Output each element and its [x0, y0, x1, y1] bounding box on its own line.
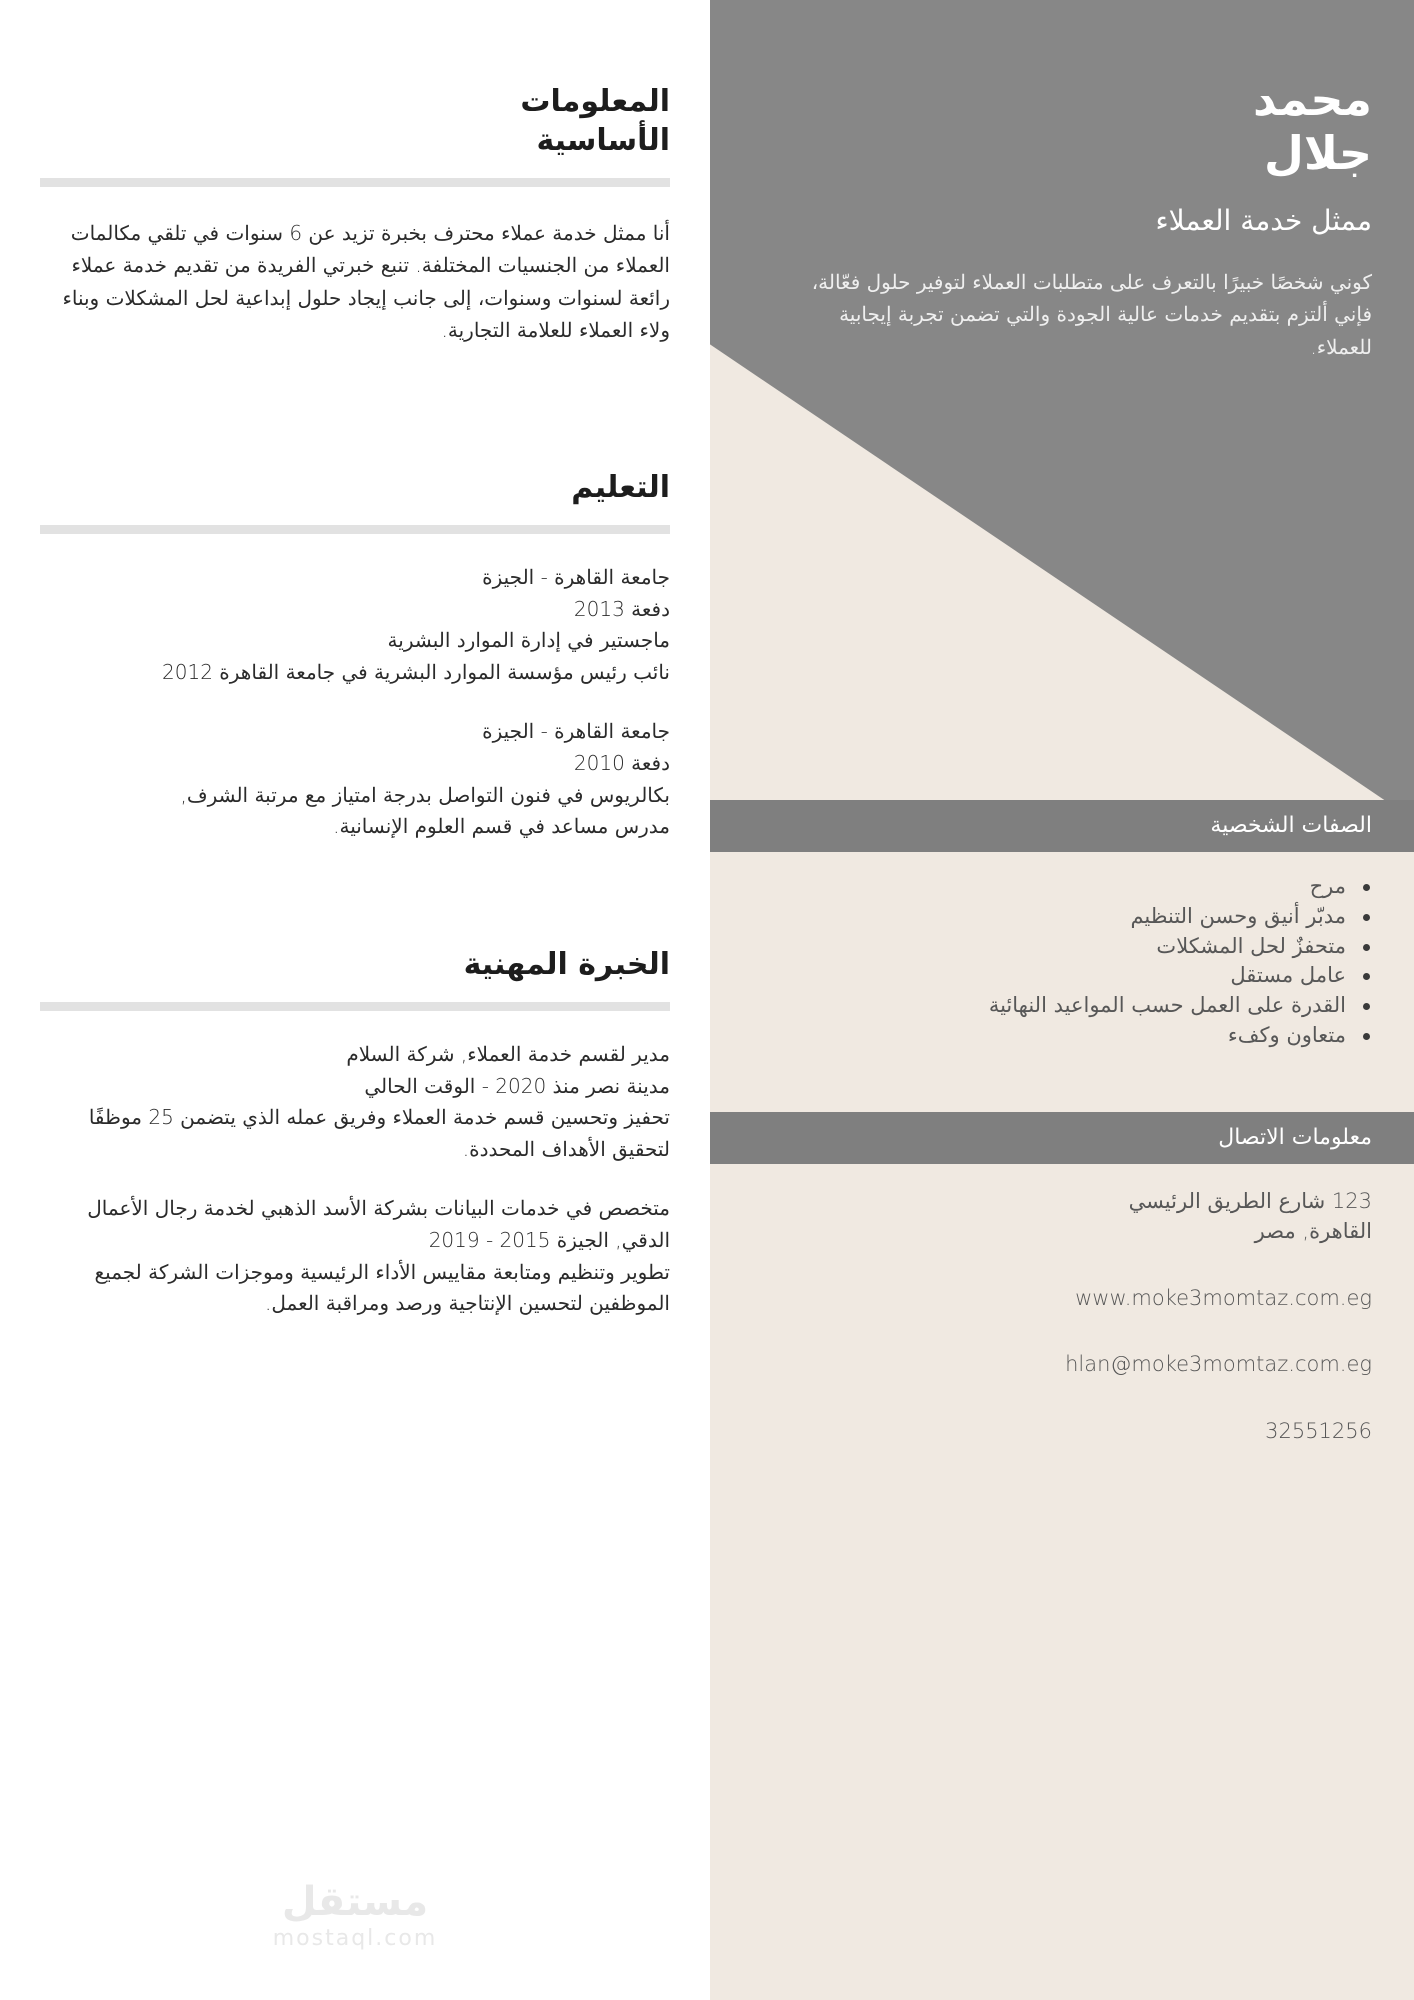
section-education — [40, 468, 670, 843]
contact-block — [710, 1186, 1414, 1446]
section-experience — [40, 945, 670, 1320]
header-summary: كوني شخصًا خبيرًا بالتعرف على متطلبات العملاء لتوفير حلول فعّالة، فإني ألتزم بتقديم خدمات عالية الجودة والتي تضمن تجربة إيجابية للعملاء. — [811, 269, 1372, 359]
qualities-list — [710, 872, 1414, 1051]
heading-rule-education — [40, 525, 670, 534]
education-cohort: دفعة 2013 — [573, 596, 670, 621]
contact-email[interactable]: hlan@moke3momtaz.com.eg — [1065, 1352, 1372, 1377]
experience-position: مدير لقسم خدمة العملاء, شركة السلام — [346, 1042, 670, 1066]
contact-address-line1: 123 شارع الطريق الرئيسي — [1128, 1189, 1372, 1213]
section-basic-information — [40, 82, 670, 347]
watermark-latin-label: mostaql.com — [272, 1926, 438, 1951]
list-item: مدبّر أنيق وحسن التنظيم — [770, 902, 1372, 932]
experience-entry — [40, 1039, 670, 1165]
sidebar-column — [710, 0, 1414, 2000]
header-content — [710, 0, 1414, 363]
education-cohort: دفعة 2010 — [573, 750, 670, 775]
education-institution: جامعة القاهرة - الجيزة — [482, 565, 670, 589]
section-heading-experience: الخبرة المهنية — [463, 947, 670, 982]
education-institution: جامعة القاهرة - الجيزة — [482, 719, 670, 744]
education-degree: ماجستير في إدارة الموارد البشرية — [387, 628, 670, 653]
education-degree: بكالريوس في فنون التواصل بدرجة امتياز مع مرتبة الشرف, — [180, 782, 670, 807]
sidebar-heading-contact: معلومات الاتصال — [710, 1112, 1414, 1164]
education-entry — [40, 562, 670, 688]
heading-rule-experience — [40, 1002, 670, 1011]
list-item: مرح — [770, 872, 1372, 902]
list-item: متحفزٌ لحل المشكلات — [770, 932, 1372, 962]
experience-period: مدينة نصر منذ 2020 - الوقت الحالي — [364, 1073, 670, 1098]
list-item: متعاون وكفء — [770, 1021, 1372, 1051]
basic-information-body: أنا ممثل خدمة عملاء محترف بخبرة تزيد عن 6 سنوات في تلقي مكالمات العملاء من الجنسيات المختلفة. تنبع خبرتي الفريدة من تقديم خدمة عملاء رائعة لسنوات وسنوات، إلى جانب إيجاد حلول إبداعية لحل المشكلات وبناء ولاء العملاء للعلامة التجارية. — [62, 221, 670, 343]
education-entry — [40, 716, 670, 842]
section-heading-education: التعليم — [571, 470, 670, 505]
first-name: محمد — [1252, 72, 1372, 126]
experience-description: تطوير وتنظيم ومتابعة مقاييس الأداء الرئيسية وموجزات الشركة لجميع الموظفين لتحسين الإنتاجية ورصد ومراقبة العمل. — [94, 1259, 670, 1316]
contact-address-line2: القاهرة, مصر — [1254, 1219, 1372, 1244]
list-item: عامل مستقل — [770, 961, 1372, 991]
list-item: القدرة على العمل حسب المواعيد النهائية — [770, 991, 1372, 1021]
section-heading-basic-line1: المعلومات — [520, 84, 670, 119]
experience-period: الدقي, الجيزة 2015 - 2019 — [428, 1227, 670, 1252]
watermark — [0, 1880, 710, 1951]
experience-entry — [40, 1193, 670, 1319]
job-title: ممثل خدمة العملاء — [1155, 203, 1372, 237]
watermark-arabic-logo: مستقل — [281, 1879, 429, 1925]
heading-rule-basic — [40, 178, 670, 187]
experience-position: متخصص في خدمات البيانات بشركة الأسد الذهبي لخدمة رجال الأعمال — [87, 1196, 670, 1221]
last-name: جلال — [1264, 126, 1372, 181]
experience-description: تحفيز وتحسين قسم خدمة العملاء وفريق عمله الذي يتضمن 25 موظفًا لتحقيق الأهداف المحددة. — [88, 1105, 670, 1161]
education-role: مدرس مساعد في قسم العلوم الإنسانية. — [333, 814, 670, 839]
contact-website[interactable]: www.moke3momtaz.com.eg — [1075, 1285, 1372, 1310]
education-role: نائب رئيس مؤسسة الموارد البشرية في جامعة القاهرة 2012 — [162, 659, 670, 684]
contact-phone[interactable]: 32551256 — [1265, 1418, 1372, 1443]
section-heading-basic-line2: الأساسية — [536, 123, 670, 158]
sidebar-heading-qualities: الصفات الشخصية — [710, 800, 1414, 852]
